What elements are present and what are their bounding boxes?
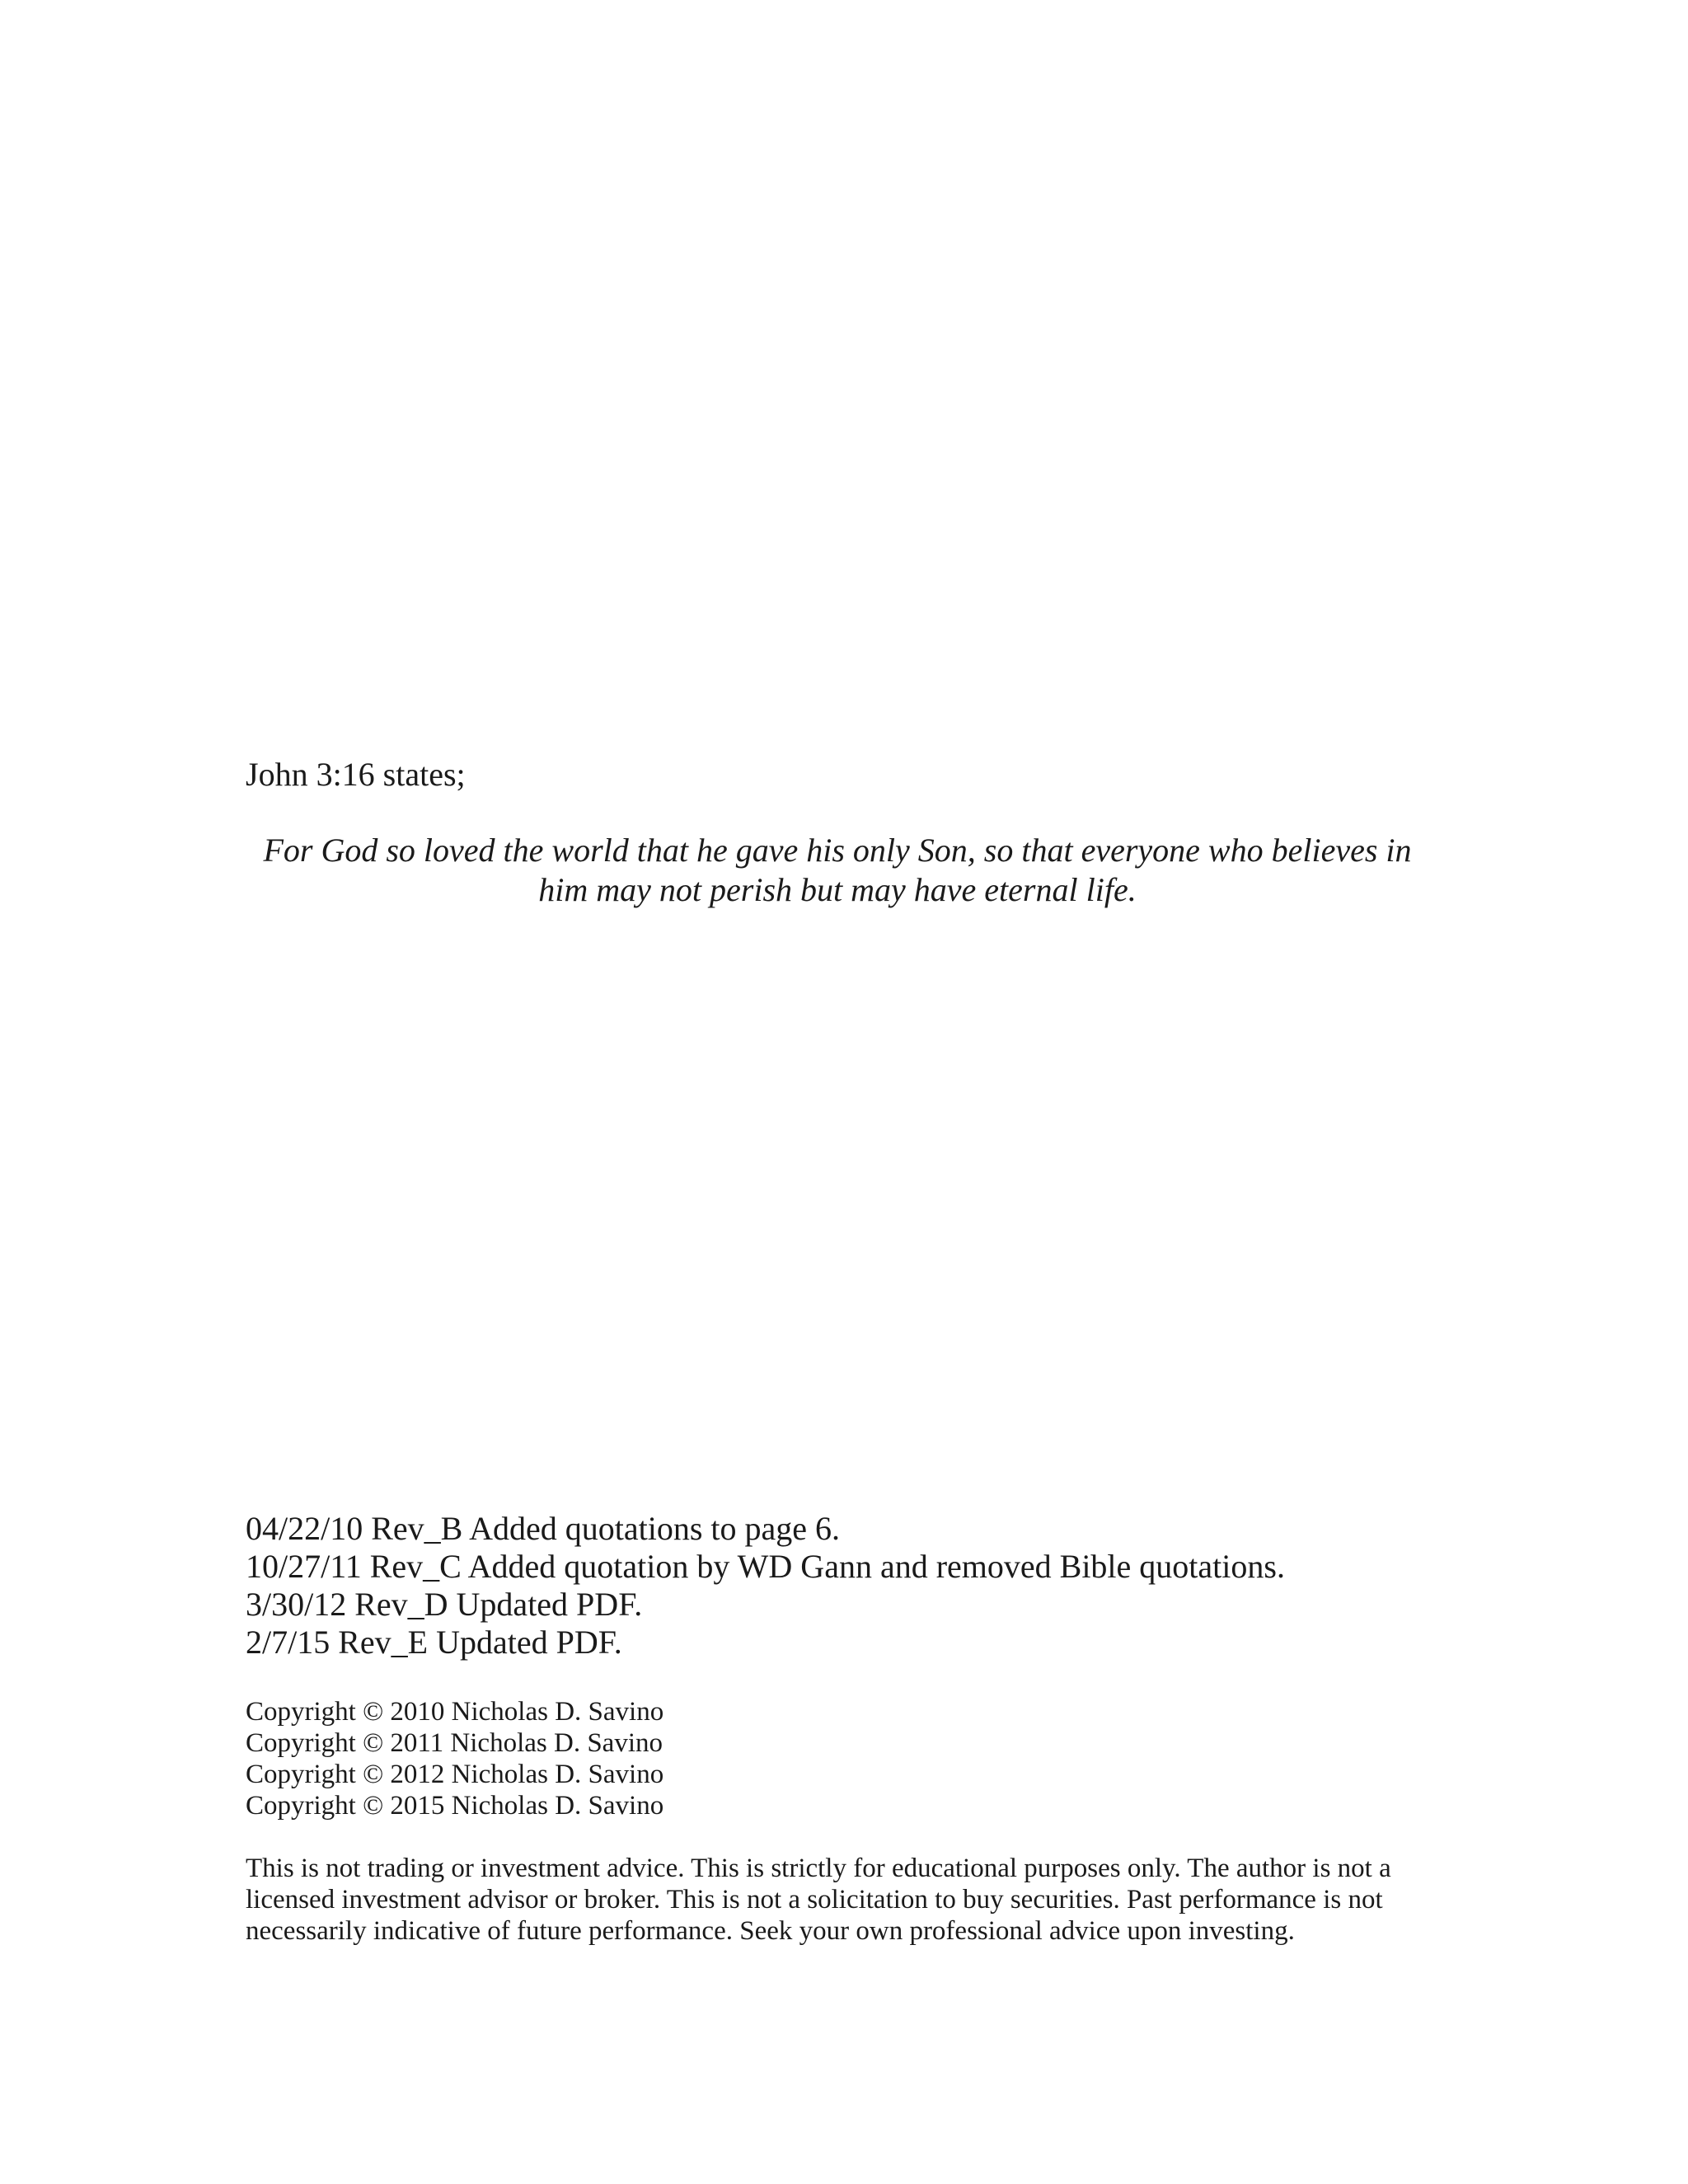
revision-entry: 3/30/12 Rev_D Updated PDF. xyxy=(246,1586,643,1623)
revision-history xyxy=(246,1510,1285,1661)
scripture-quote: For God so loved the world that he gave his only Son, so that everyone who believes in him may not perish but may have eternal life. xyxy=(263,832,1412,908)
copyright-line: Copyright © 2010 Nicholas D. Savino xyxy=(246,1697,664,1727)
copyright-notices xyxy=(246,1696,663,1821)
disclaimer-text: This is not trading or investment advice. This is strictly for educational purposes only. The author is not a licensed investment advisor or broker. This is not a solicitation to buy securities. Past performance is not necessarily indicative of future performance. Seek your own professional advice upon investing. xyxy=(246,1854,1391,1946)
copyright-line: Copyright © 2012 Nicholas D. Savino xyxy=(246,1760,664,1789)
copyright-line: Copyright © 2011 Nicholas D. Savino xyxy=(246,1728,663,1758)
revision-entry: 04/22/10 Rev_B Added quotations to page 6. xyxy=(246,1510,841,1547)
revision-entry: 10/27/11 Rev_C Added quotation by WD Gann and removed Bible quotations. xyxy=(246,1548,1285,1585)
copyright-line: Copyright © 2015 Nicholas D. Savino xyxy=(246,1791,664,1821)
scripture-reference: John 3:16 states; xyxy=(246,756,466,793)
revision-entry: 2/7/15 Rev_E Updated PDF. xyxy=(246,1624,622,1661)
